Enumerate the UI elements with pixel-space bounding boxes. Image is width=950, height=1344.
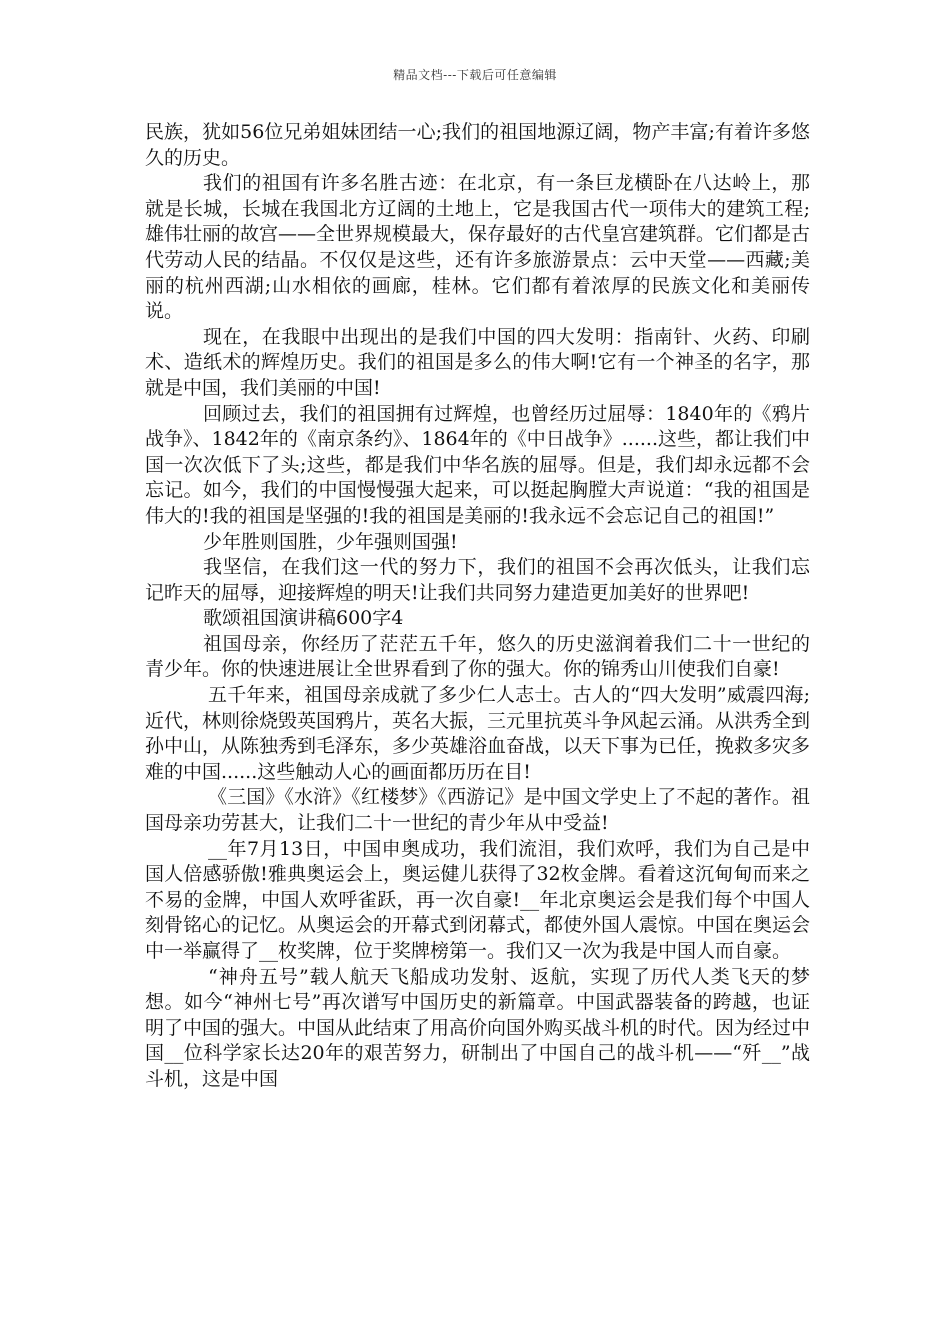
paragraph: 回顾过去，我们的祖国拥有过辉煌，也曾经历过屈辱：1840年的《鸦片战争》、1842年的《南京条约》、1864年的《中日战争》......这些，都让我们中国一次次低下了头;这些，都是我们中华名族的屈辱。但是，我们却永远都不会忘记。如今，我们的中国慢慢强大起来，可以挺起胸膛大声说道：“我的祖国是伟大的!我的祖国是坚强的!我的祖国是美丽的!我永远不会忘记自己的祖国!” <box>145 402 810 527</box>
page-header: 精品文档---下载后可任意编辑 <box>393 68 557 82</box>
paragraph: 民族，犹如56位兄弟姐妹团结一心;我们的祖国地源辽阔，物产丰富;有着许多悠久的历史。 <box>145 121 810 169</box>
paragraph: 祖国母亲，你经历了茫茫五千年，悠久的历史滋润着我们二十一世纪的青少年。你的快速进展让全世界看到了你的强大。你的锦秀山川使我们自豪! <box>145 632 810 681</box>
document-body <box>145 120 810 1093</box>
paragraph: “神舟五号”载人航天飞船成功发射、返航，实现了历代人类飞天的梦想。如今“神州七号”再次谱写中国历史的新篇章。中国武器装备的跨越，也证明了中国的强大。中国从此结束了用高价向国外购买战斗机的时代。因为经过中国__位科学家长达20年的艰苦努力，研制出了中国自己的战斗机——“歼__”战斗机，这是中国 <box>145 965 811 1090</box>
paragraph: 现在，在我眼中出现出的是我们中国的四大发明：指南针、火药、印刷术、造纸术的辉煌历史。我们的祖国是多么的伟大啊!它有一个神圣的名字，那就是中国，我们美丽的中国! <box>145 325 810 399</box>
section-heading: 歌颂祖国演讲稿600字4 <box>203 607 404 630</box>
paragraph: 我们的祖国有许多名胜古迹：在北京，有一条巨龙横卧在八达岭上，那就是长城，长城在我国北方辽阔的土地上，它是我国古代一项伟大的建筑工程;雄伟壮丽的故宫——全世界规模最大，保存最好的古代皇宫建筑群。它们都是古代劳动人民的结晶。不仅仅是这些，还有许多旅游景点：云中天堂——西藏;美丽的杭州西湖;山水相依的画廊，桂林。它们都有着浓厚的民族文化和美丽传说。 <box>145 172 811 323</box>
paragraph: 《三国》《水浒》《红楼梦》《西游记》是中国文学史上了不起的著作。祖国母亲功劳甚大，让我们二十一世纪的青少年从中受益! <box>145 786 810 835</box>
paragraph: 少年胜则国胜，少年强则国强! <box>203 530 458 553</box>
paragraph: __年7月13日，中国申奥成功，我们流泪，我们欢呼，我们为自己是中国人倍感骄傲!雅典奥运会上，奥运健儿获得了32枚金牌。看着这沉甸甸而来之不易的金牌，中国人欢呼雀跃，再一次自豪!__年北京奥运会是我们每个中国人刻骨铭心的记忆。从奥运会的开幕式到闭幕式，都使外国人震惊。中国在奥运会中一举赢得了__枚奖牌，位于奖牌榜第一。我们又一次为我是中国人而自豪。 <box>145 837 811 962</box>
paragraph: 五千年来，祖国母亲成就了多少仁人志士。古人的“四大发明”威震四海;近代，林则徐烧毁英国鸦片，英名大振，三元里抗英斗争风起云涌。从洪秀全到孙中山，从陈独秀到毛泽东，多少英雄浴血奋战，以天下事为已任，挽救多灾多难的中国......这些触动人心的画面都历历在目! <box>145 684 811 783</box>
paragraph: 我坚信，在我们这一代的努力下，我们的祖国不会再次低头，让我们忘记昨天的屈辱，迎接辉煌的明天!让我们共同努力建造更加美好的世界吧! <box>145 556 810 604</box>
